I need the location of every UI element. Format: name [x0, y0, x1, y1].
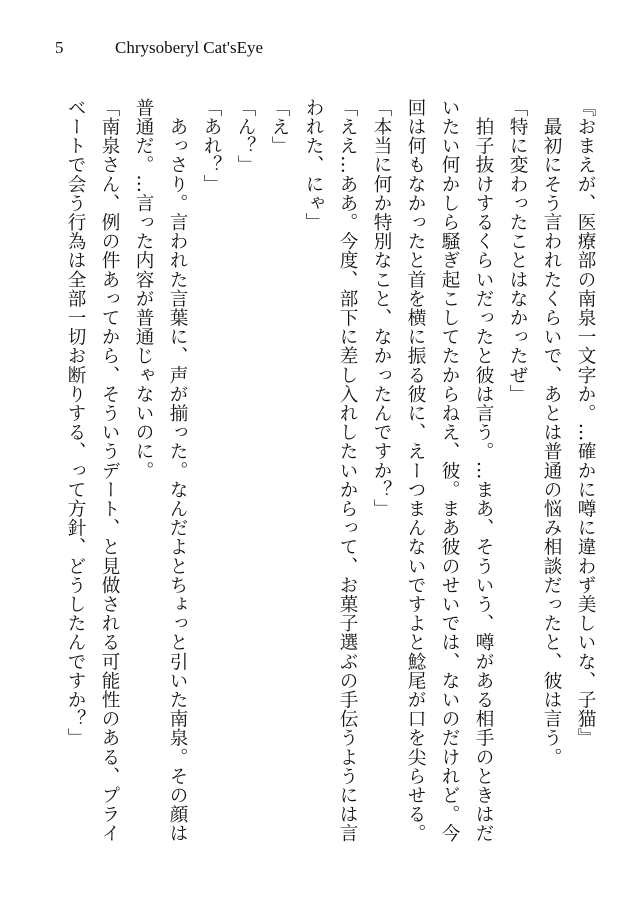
vertical-body-text — [42, 98, 602, 858]
paragraph-10: あっさり。言われた言葉に、声が揃った。なんだよとちょっと引いた南泉。その顔は普通だ。…言った内容が普通じゃないのに。 — [133, 98, 188, 843]
paragraph-3: 「特に変わったことはなかったぜ」 — [507, 98, 528, 404]
paragraph-11: 「南泉さん、例の件あってから、そういうデート、と見做される可能性のある、プライベートで会う行為は全部一切お断りする、って方針、どうしたんですか？」 — [65, 98, 120, 843]
book-title: Chrysoberyl Cat'sEye — [115, 38, 264, 57]
paragraph-7: 「え」 — [269, 98, 290, 156]
paragraph-5: 「本当に何か特別なこと、なかったんですか？」 — [371, 98, 392, 519]
paragraph-2: 最初にそう言われたくらいで、あとは普通の悩み相談だったと、彼は言う。 — [541, 98, 562, 767]
paragraph-6: 「ええ…ああ。今度、部下に差し入れしたいからって、お菓子選ぶの手伝うようには言われた、にゃ」 — [303, 98, 358, 843]
paragraph-8: 「ん？」 — [235, 98, 256, 175]
page-number: 5 — [55, 38, 64, 57]
paragraph-9: 「あれ？」 — [201, 98, 222, 194]
paragraph-4: 拍子抜けするくらいだったと彼は言う。…まあ、そういう、噂がある相手のときはだいたい何かしら騒ぎ起こしてたからねえ、彼。まあ彼のせいでは、ないのだけれど。今回は何もなかったと首を横に振る彼に、えーつまんないですよと鯰尾が口を尖らせる。 — [405, 98, 494, 843]
paragraph-1: 『おまえが、医療部の南泉一文字か。…確かに噂に違わず美しいな、子猫』 — [575, 98, 596, 748]
